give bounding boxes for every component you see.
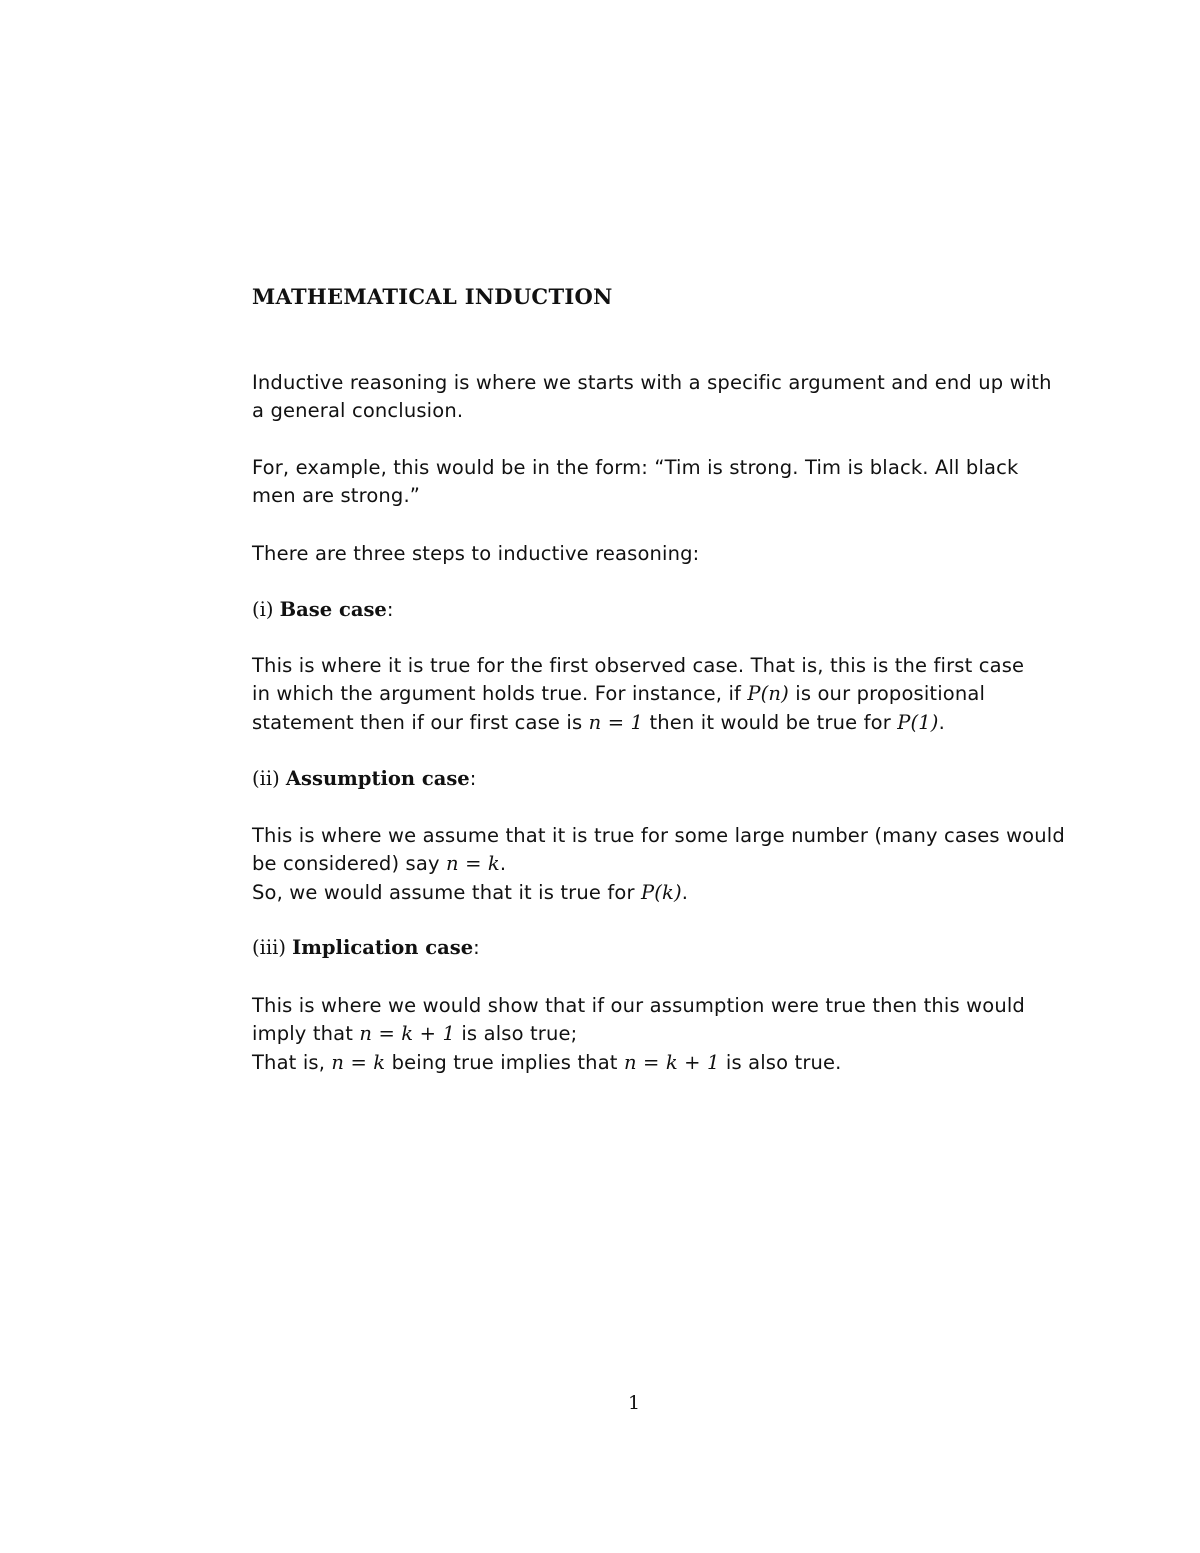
text-run: . (681, 880, 689, 904)
section-number: (i) (252, 598, 274, 621)
paragraph-line: This is where we would show that if our assumption were true then this would (252, 994, 1025, 1017)
intro-line: Inductive reasoning is where we starts with a specific argument and end up with (252, 371, 1052, 394)
section-colon: : (386, 598, 394, 621)
example-paragraph (252, 454, 1072, 511)
math-expression: n = k (446, 852, 500, 876)
math-expression: n = k + 1 (623, 1050, 720, 1074)
section-name: Implication case (292, 936, 474, 959)
math-expression: P(k) (640, 880, 682, 904)
text-run: is also true. (719, 1050, 842, 1074)
text-run: be considered) say (252, 852, 447, 876)
steps-intro: There are three steps to inductive reasoning: (252, 542, 700, 565)
section-number: (ii) (252, 767, 280, 790)
math-expression: P(1) (897, 710, 939, 734)
text-run: is also true; (455, 1022, 578, 1046)
assumption-case-paragraph (252, 822, 1072, 907)
paragraph-line: This is where we assume that it is true for some large number (many cases would (252, 824, 1065, 847)
math-expression: n = k + 1 (359, 1022, 456, 1046)
section-heading-implication-case (252, 936, 480, 959)
page-number: 1 (627, 1392, 641, 1414)
math-expression: n = 1 (588, 710, 644, 734)
intro-line: a general conclusion. (252, 399, 464, 423)
example-line: men are strong.” (252, 484, 421, 508)
math-expression: n = k (331, 1050, 386, 1074)
section-name: Base case (279, 598, 387, 621)
text-run: then it would be true for (643, 710, 898, 734)
section-name: Assumption case (285, 767, 470, 790)
text-run: is our propositional (788, 682, 986, 706)
section-number: (iii) (252, 936, 286, 959)
text-run: . (938, 710, 945, 734)
text-run: in which the argument holds true. For instance, if (252, 682, 748, 706)
text-run: So, we would assume that it is true for (252, 880, 641, 904)
implication-case-paragraph (252, 992, 1072, 1077)
text-run: . (499, 852, 507, 876)
page-title: MATHEMATICAL INDUCTION (252, 284, 613, 309)
math-expression: P(n) (747, 682, 789, 706)
paragraph-line (252, 879, 1072, 907)
paragraph-line (252, 1049, 1072, 1077)
base-case-paragraph (252, 652, 1072, 737)
text-run: being true implies that (385, 1050, 624, 1074)
example-line: For, example, this would be in the form: “Tim is strong. Tim is black. All black (252, 456, 1019, 479)
text-run: imply that (252, 1022, 360, 1046)
section-colon: : (469, 767, 477, 790)
section-heading-assumption-case (252, 767, 476, 790)
section-colon: : (473, 936, 480, 959)
paragraph-line (252, 850, 1072, 878)
text-run: statement then if our first case is (252, 710, 589, 734)
paragraph-line (252, 680, 1072, 708)
paragraph-line (252, 1020, 1072, 1048)
paragraph-line (252, 709, 1072, 737)
section-heading-base-case (252, 598, 393, 621)
text-run: That is, (252, 1050, 332, 1074)
paragraph-line: This is where it is true for the first observed case. That is, this is the first case (252, 654, 1025, 677)
intro-paragraph (252, 369, 1072, 426)
